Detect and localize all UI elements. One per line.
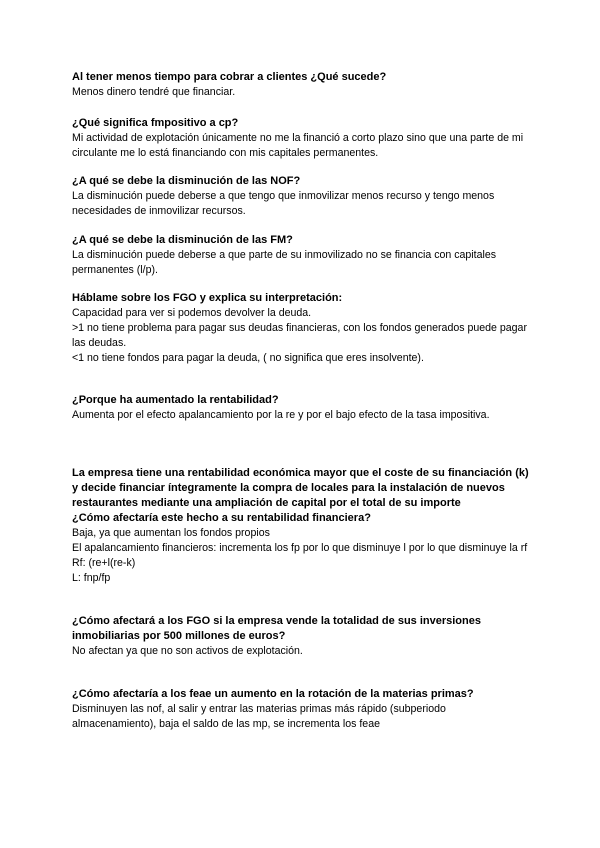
answer-text: Baja, ya que aumentan los fondos propios bbox=[72, 527, 270, 539]
answer-text: Rf: (re+l(re-k) bbox=[72, 557, 136, 569]
answer-text: Disminuyen las nof, al salir y entrar las materias primas más rápido (subperiodo almacenamiento), baja el saldo de las mp, se incrementa los feae bbox=[72, 703, 446, 730]
question-subheading: ¿Cómo afectaría este hecho a su rentabilidad financiera? bbox=[72, 512, 371, 524]
answer-text: L: fnp/fp bbox=[72, 572, 111, 584]
qa-block-2 bbox=[72, 116, 532, 161]
question-heading: ¿Cómo afectará a los FGO si la empresa vende la totalidad de sus inversiones inmobiliarias por 500 millones de euros? bbox=[72, 615, 481, 642]
answer-text: El apalancamiento financieros: incrementa los fp por lo que disminuye l por lo que disminuye la rf bbox=[72, 542, 528, 554]
question-heading: Al tener menos tiempo para cobrar a clientes ¿Qué sucede? bbox=[72, 71, 387, 83]
question-heading: ¿Porque ha aumentado la rentabilidad? bbox=[72, 394, 279, 406]
qa-block-9 bbox=[72, 687, 532, 732]
answer-text: Capacidad para ver si podemos devolver la deuda. bbox=[72, 307, 312, 319]
answer-text: <1 no tiene fondos para pagar la deuda, ( no significa que eres insolvente). bbox=[72, 352, 424, 364]
qa-block-5 bbox=[72, 291, 532, 366]
answer-text: No afectan ya que no son activos de explotación. bbox=[72, 645, 303, 657]
qa-block-3 bbox=[72, 174, 532, 219]
question-heading: Háblame sobre los FGO y explica su interpretación: bbox=[72, 292, 343, 304]
answer-text: Menos dinero tendré que financiar. bbox=[72, 86, 236, 98]
question-heading: La empresa tiene una rentabilidad económica mayor que el coste de su financiación (k) y decide financiar íntegramente la compra de locales para la instalación de nuevos restaurantes mediante una ampliación de capital por el total de su importe bbox=[72, 467, 529, 509]
qa-block-7 bbox=[72, 466, 532, 586]
answer-text: >1 no tiene problema para pagar sus deudas financieras, con los fondos generados puede pagar las deudas. bbox=[72, 322, 527, 349]
qa-block-6 bbox=[72, 393, 532, 423]
answer-text: La disminución puede deberse a que tengo que inmovilizar menos recurso y tengo menos necesidades de inmovilizar recursos. bbox=[72, 190, 495, 217]
qa-block-4 bbox=[72, 233, 532, 278]
question-heading: ¿A qué se debe la disminución de las FM? bbox=[72, 234, 293, 246]
question-heading: ¿Qué significa fmpositivo a cp? bbox=[72, 117, 239, 129]
qa-block-1 bbox=[72, 70, 532, 100]
question-heading: ¿A qué se debe la disminución de las NOF? bbox=[72, 175, 301, 187]
question-heading: ¿Cómo afectaría a los feae un aumento en la rotación de la materias primas? bbox=[72, 688, 474, 700]
answer-text: La disminución puede deberse a que parte de su inmovilizado no se financia con capitales permanentes (l/p). bbox=[72, 249, 497, 276]
qa-block-8 bbox=[72, 614, 532, 659]
answer-text: Aumenta por el efecto apalancamiento por la re y por el bajo efecto de la tasa impositiva. bbox=[72, 409, 490, 421]
answer-text: Mi actividad de explotación únicamente no me la financió a corto plazo sino que una parte de mi circulante me lo está financiando con mis capitales permanentes. bbox=[72, 132, 524, 159]
